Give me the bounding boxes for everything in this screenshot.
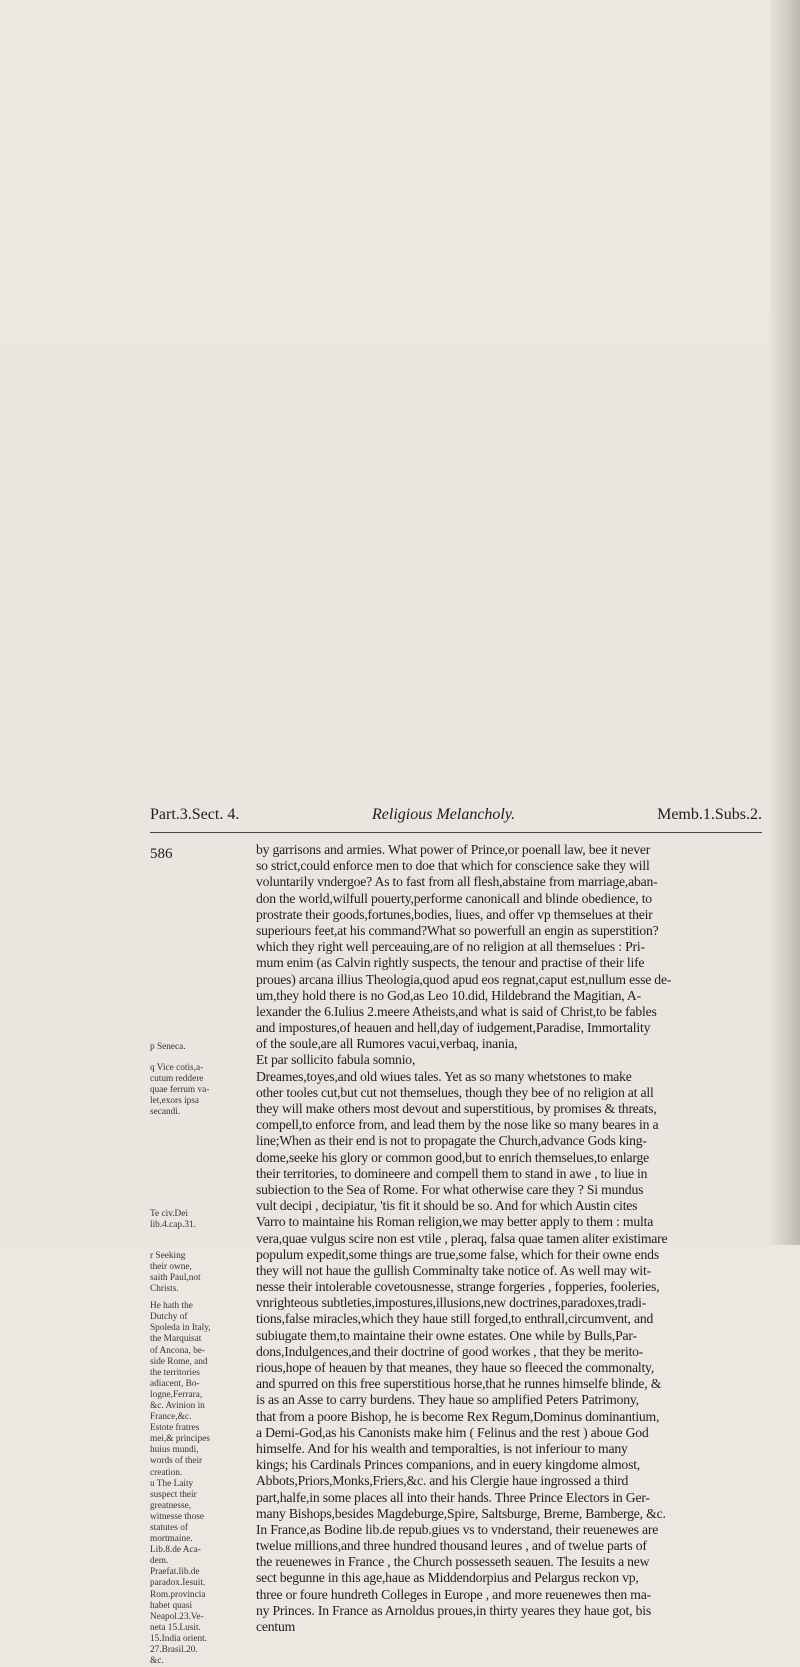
margin-note-line: mortmaine.: [150, 1534, 193, 1545]
margin-note: [150, 1063, 252, 1118]
margin-note-line: suspect their: [150, 1489, 197, 1500]
margin-note-line: Christs.: [150, 1284, 179, 1295]
margin-note: [150, 1567, 252, 1667]
margin-note: [150, 1423, 252, 1456]
margin-note-line: logne,Ferrara,: [150, 1389, 203, 1400]
header-rule: [150, 832, 762, 833]
margin-note-line: words of their: [150, 1456, 203, 1467]
text-line: voluntarily vndergoe? As to fast from all flesh,abstaine from marriage,aban-: [256, 874, 658, 890]
margin-note-line: Dutchy of: [150, 1312, 188, 1323]
header-title: Religious Melancholy.: [372, 806, 516, 823]
margin-note-line: q Vice cotis,a-: [150, 1063, 204, 1074]
margin-note-line: Spoleda in Italy,: [150, 1323, 211, 1334]
margin-note-line: let,exors ipsa: [150, 1096, 200, 1107]
text-line: so strict,could enforce men to doe that which for conscience sake they will: [256, 858, 650, 874]
margin-note-line: creation.: [150, 1467, 183, 1478]
text-line: they will make others most devout and superstitious, by promises & threats,: [256, 1101, 657, 1116]
margin-note: [150, 1042, 252, 1053]
text-line: part,halfe,in some places all into their hands. Three Prince Electors in Ger-: [256, 1489, 650, 1505]
text-line: mum enim (as Calvin rightly suspects, the tenour and practise of their life: [256, 955, 645, 971]
text-line: lexander the 6.Iulius 2.meere Atheists,and what is said of Christ,to be fables: [256, 1003, 657, 1019]
margin-note-line: habet quasi: [150, 1600, 193, 1611]
margin-note-line: r Seeking: [150, 1250, 186, 1261]
margin-note-line: the territories: [150, 1367, 200, 1378]
text-line: which they right well perceauing,are of no religion at all themselues : Pri-: [256, 939, 645, 955]
text-line: and spurred on this free superstitious horse,that he runnes himselfe blinde, &: [256, 1376, 662, 1392]
text-line: sect begunne in this age,haue as Middendorpius and Pelargus reckon vp,: [256, 1570, 639, 1586]
margin-note-line: lib.4.cap.31.: [150, 1219, 196, 1230]
header-member: Memb.1.Subs.2.: [657, 806, 762, 823]
margin-note-line: statutes of: [150, 1523, 188, 1533]
margin-note: [150, 1251, 252, 1295]
text-line: dons,Indulgences,and their doctrine of good workes , that they be merito-: [256, 1343, 644, 1359]
text-line: and impostures,of heauen and hell,day of iudgement,Paradise, Immortality: [256, 1020, 651, 1036]
blank-page-area: [0, 0, 800, 790]
text-line: their territories, to domineere and compell them to stand in awe , to liue in: [256, 1165, 648, 1181]
page-number: 586: [150, 846, 173, 862]
margin-note-line: their owne,: [150, 1261, 192, 1272]
text-line: Varro to maintaine his Roman religion,we may better apply to them : multa: [256, 1214, 654, 1230]
text-line: don the world,wilfull pouerty,performe canonicall and blinde obedience, to: [256, 890, 652, 906]
margin-note-line: the Marquisat: [150, 1334, 202, 1345]
text-line: populum expedit,some things are true,some false, which for their owne ends: [256, 1246, 659, 1262]
text-line: they will not haue the gullish Comminalty take notice of. As well may wit-: [256, 1262, 651, 1278]
margin-note-line: side Rome, and: [150, 1356, 208, 1367]
margin-note-line: Rom.provincia: [150, 1589, 206, 1600]
margin-note-line: Neapol.23.Ve-: [150, 1611, 204, 1622]
margin-note: [150, 1301, 252, 1423]
margin-note-line: He hath the: [150, 1301, 193, 1312]
text-line: nesse their intolerable covetousnesse, strange forgeries , fopperies, fooleries,: [256, 1279, 660, 1295]
text-line: twelue millions,and three hundred thousand leures , and of twelue parts of: [256, 1538, 647, 1554]
margin-note-line: u The Laity: [150, 1478, 194, 1489]
margin-note-line: secandi.: [150, 1107, 181, 1118]
margin-note: [150, 1456, 252, 1545]
margin-note-line: France,&c.: [150, 1412, 192, 1423]
margin-note-line: saith Paul,not: [150, 1272, 201, 1283]
text-line: a Demi-God,as his Canonists make him ( Felinus and the rest ) aboue God: [256, 1424, 649, 1440]
margin-note-line: adiacent, Bo-: [150, 1378, 200, 1389]
text-line: rious,hope of heauen by that meanes, they haue so fleeced the commonalty,: [256, 1360, 655, 1375]
margin-note-line: mei,& principes: [150, 1434, 210, 1445]
text-line: ny Princes. In France as Arnoldus proues,in thirty yeares they haue got, bis: [256, 1602, 651, 1618]
header-part-section: Part.3.Sect. 4.: [150, 806, 240, 823]
text-line: is as an Asse to carry burdens. They haue so amplified Peters Patrimony,: [256, 1392, 639, 1408]
body-text: [256, 842, 768, 1635]
margin-notes: [150, 842, 252, 1667]
text-line: dome,seeke his glory or common good,but to enrich themselues,to enlarge: [256, 1149, 650, 1165]
text-line: other tooles cut,but cut not themselues, though they bee of no religion at all: [256, 1084, 654, 1100]
text-line: Abbots,Priors,Monks,Friers,&c. and his Clergie haue ingrossed a third: [256, 1473, 629, 1489]
margin-note-line: Praefat.lib.de: [150, 1567, 200, 1578]
margin-note-line: &c. Avinion in: [150, 1400, 205, 1411]
text-line: the reuenewes in France , the Church possesseth seauen. The Iesuits a new: [256, 1554, 650, 1570]
text-line: vnrighteous subtleties,impostures,illusions,new doctrines,paradoxes,tradi-: [256, 1295, 647, 1311]
margin-note-line: p Seneca.: [150, 1042, 186, 1052]
text-line: of the soule,are all Rumores vacui,verbaq, inania,: [256, 1036, 518, 1052]
margin-note-line: cutum reddere: [150, 1074, 204, 1085]
text-line: three or foure hundreth Colleges in Europe , and more reuenewes then ma-: [256, 1586, 651, 1602]
margin-note-line: Lib.8.de Aca-: [150, 1545, 201, 1556]
margin-note-line: &c.: [150, 1656, 164, 1667]
margin-note-line: witnesse those: [150, 1511, 204, 1522]
margin-note-line: Estote fratres: [150, 1423, 200, 1434]
margin-note-line: dem.: [150, 1556, 169, 1567]
text-line: In France,as Bodine lib.de repub.giues vs to vnderstand, their reuenewes are: [256, 1521, 659, 1537]
text-line: superiours feet,at his command?What so powerfull an engin as superstition?: [256, 922, 659, 938]
running-header: [150, 806, 762, 830]
text-line: subiugate them,to maintaine their owne estates. One while by Bulls,Par-: [256, 1327, 637, 1343]
text-line: Et par sollicito fabula somnio,: [256, 1052, 416, 1068]
text-line: vult decipi , decipiatur, 'tis fit it should be so. And for which Austin cites: [256, 1198, 638, 1214]
margin-note: [150, 1545, 252, 1567]
margin-note-line: 15.India orient.: [150, 1633, 208, 1644]
margin-note-line: greatnesse,: [150, 1500, 192, 1511]
text-line: that from a poore Bishop, he is become Rex Regum,Dominus dominantium,: [256, 1408, 660, 1424]
text-line: by garrisons and armies. What power of Prince,or poenall law, bee it never: [256, 842, 651, 857]
text-line: centum: [256, 1619, 296, 1634]
text-line: himselfe. And for his wealth and temporalties, is not inferiour to many: [256, 1440, 628, 1456]
text-line: vera,quae vulgus scire non est vtile , pleraq, falsa quae tamen aliter existimare: [256, 1230, 668, 1246]
text-line: kings; his Cardinals Princes companions, and in euery kingdome almost,: [256, 1457, 641, 1473]
margin-note-line: paradox.Iesuit.: [150, 1578, 206, 1589]
text-line: many Bishops,besides Magdeburge,Spire, Saltsburge, Breme, Bamberge, &c.: [256, 1505, 666, 1521]
margin-note-line: 27.Brasil.20.: [150, 1645, 198, 1656]
margin-note-line: Te civ.Dei: [150, 1208, 188, 1219]
text-line: subiection to the Sea of Rome. For what otherwise care they ? Si mundus: [256, 1181, 644, 1197]
margin-note-line: neta 15.Lusit.: [150, 1622, 201, 1633]
text-line: prostrate their goods,fortunes,bodies, liues, and offer vp themselues at their: [256, 906, 653, 922]
text-line: proues) arcana illius Theologia,quod apud eos regnat,caput est,nullum esse de-: [256, 971, 672, 987]
margin-note-line: of Ancona, be-: [150, 1345, 205, 1356]
text-line: um,they hold there is no God,as Leo 10.did, Hildebrand the Magitian, A-: [256, 987, 641, 1003]
text-line: Dreames,toyes,and old wiues tales. Yet as so many whetstones to make: [256, 1068, 632, 1084]
book-gutter: [770, 0, 800, 1245]
margin-note: [150, 1209, 252, 1231]
text-line: compell,to enforce from, and lead them by the nose like so many beares in a: [256, 1117, 659, 1133]
margin-note-line: quae ferrum va-: [150, 1085, 210, 1096]
text-line: tions,false miracles,which they haue still forged,to enthrall,circumvent, and: [256, 1311, 654, 1327]
margin-note-line: huius mundi,: [150, 1445, 199, 1456]
text-line: line;When as their end is not to propagate the Church,advance Gods king-: [256, 1133, 647, 1149]
